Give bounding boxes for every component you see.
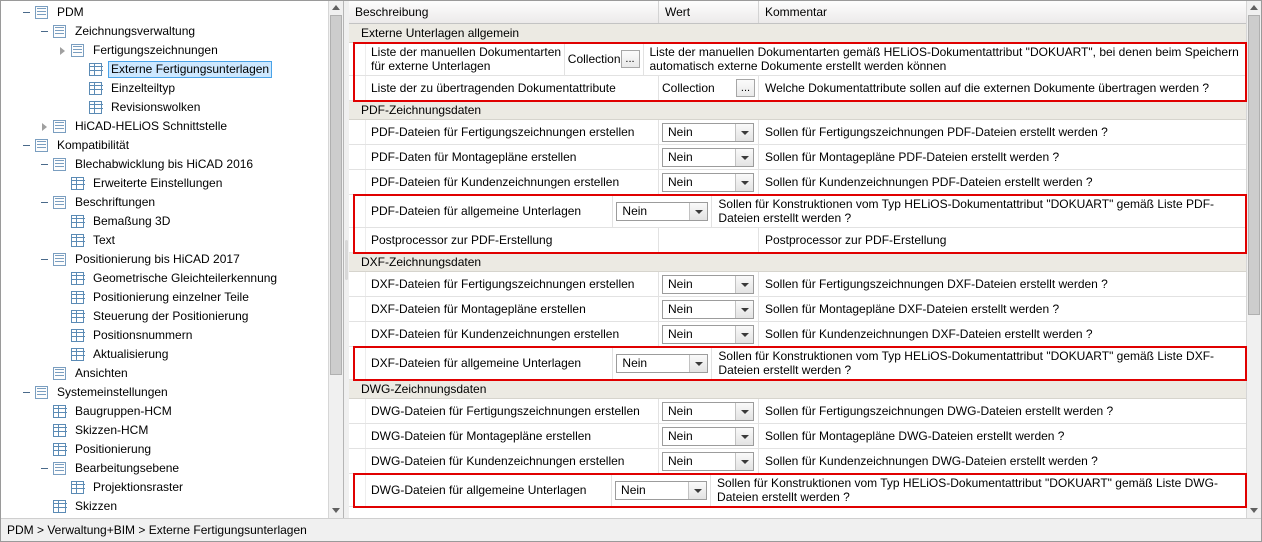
value-dropdown-text: Nein <box>621 483 646 497</box>
grid-cell-description <box>349 76 659 100</box>
value-dropdown-text: Nein <box>668 327 693 341</box>
row-gutter <box>349 399 366 423</box>
grid-scroll-down-icon[interactable] <box>1247 504 1261 518</box>
collection-value-text: Collection <box>662 81 715 95</box>
column-header-comment[interactable]: Kommentar <box>765 5 828 19</box>
chevron-down-icon[interactable] <box>735 428 753 445</box>
grid-cell-description <box>349 347 613 379</box>
grid-cell-comment <box>712 195 1247 227</box>
tree-expander-icon[interactable] <box>37 157 53 173</box>
value-dropdown-text: Nein <box>668 125 693 139</box>
tree-item[interactable] <box>1 136 329 155</box>
tree-spacer <box>55 480 71 496</box>
chevron-down-icon[interactable] <box>735 403 753 420</box>
row-gutter <box>349 120 366 144</box>
tree-scroll-up-icon[interactable] <box>329 1 343 15</box>
tree-item[interactable] <box>1 364 329 383</box>
window-body <box>1 1 1261 518</box>
grid-cell-value[interactable] <box>659 449 759 473</box>
tree-spacer <box>55 309 71 325</box>
value-dropdown-text: Nein <box>668 454 693 468</box>
tree-scrollbar-thumb[interactable] <box>330 15 342 375</box>
tree-expander-icon[interactable] <box>19 385 35 401</box>
grid-comment-text: Sollen für Kundenzeichnungen DXF-Dateien erstellt werden ? <box>765 327 1093 341</box>
grid-cell-value[interactable] <box>659 322 759 346</box>
grid-cell-description <box>349 43 565 75</box>
tree-item-label: Fertigungszeichnungen <box>93 43 218 57</box>
tree-spacer <box>73 62 89 78</box>
chevron-down-icon[interactable] <box>689 355 707 372</box>
grid-comment-text: Sollen für Fertigungszeichnungen DXF-Dateien erstellt werden ? <box>765 277 1108 291</box>
grid-cell-value[interactable] <box>659 297 759 321</box>
value-dropdown[interactable] <box>662 402 754 421</box>
tree-scroll-down-icon[interactable] <box>329 504 343 518</box>
tree-item[interactable] <box>1 3 329 22</box>
grid-comment-text: Sollen für Kundenzeichnungen DWG-Dateien erstellt werden ? <box>765 454 1098 468</box>
grid-cell-comment <box>759 424 1247 448</box>
grid-cell-description <box>349 322 659 346</box>
grid-cell-description <box>349 474 612 506</box>
sheet-icon <box>53 119 69 135</box>
grid-cell-value[interactable] <box>659 399 759 423</box>
tree-item[interactable] <box>1 155 329 174</box>
grid-row-label: DWG-Dateien für allgemeine Unterlagen <box>371 483 587 497</box>
grid-icon <box>71 347 87 363</box>
value-dropdown[interactable] <box>662 452 754 471</box>
tree-item-label: Revisionswolken <box>111 100 201 114</box>
sheet-icon <box>71 43 87 59</box>
tree-item[interactable] <box>1 383 329 402</box>
grid-comment-text: Sollen für Konstruktionen vom Typ HELiOS-Dokumentattribut "DOKUART" gemäß Liste PDF-Dateien erstellt werden ? <box>718 197 1215 225</box>
grid-row[interactable] <box>349 297 1247 322</box>
tree-item-label: Zeichnungsverwaltung <box>75 24 196 38</box>
tree-item[interactable] <box>1 288 329 307</box>
row-gutter <box>349 474 366 506</box>
grid-icon <box>89 81 105 97</box>
grid-section-title: DWG-Zeichnungsdaten <box>361 382 487 396</box>
grid-comment-text: Sollen für Montagepläne DXF-Dateien erstellt werden ? <box>765 302 1060 316</box>
row-gutter <box>349 272 366 296</box>
tree-item-label: Kompatibilität <box>57 138 130 152</box>
grid-icon <box>53 404 69 420</box>
grid-row[interactable] <box>349 43 1247 76</box>
tree-item-label: Steuerung der Positionierung <box>93 309 249 323</box>
tree-item[interactable] <box>1 269 329 288</box>
grid-row-label: Postprocessor zur PDF-Erstellung <box>371 233 553 247</box>
tree-item[interactable] <box>1 345 329 364</box>
grid-cell-value[interactable] <box>613 347 712 379</box>
sheet-icon <box>53 24 69 40</box>
collection-editor[interactable] <box>568 50 640 68</box>
grid-comment-text: Sollen für Montagepläne PDF-Dateien erstellt werden ? <box>765 150 1060 164</box>
tree-spacer <box>55 271 71 287</box>
chevron-down-icon[interactable] <box>735 149 753 166</box>
value-dropdown-text: Nein <box>668 404 693 418</box>
tree-expander-icon[interactable] <box>37 461 53 477</box>
grid-comment-text: Sollen für Fertigungszeichnungen PDF-Dateien erstellt werden ? <box>765 125 1108 139</box>
grid-row[interactable] <box>349 170 1247 195</box>
chevron-down-icon[interactable] <box>735 326 753 343</box>
grid-comment-text: Postprocessor zur PDF-Erstellung <box>765 233 947 247</box>
tree-item[interactable] <box>1 497 329 516</box>
grid-cell-description <box>349 297 659 321</box>
tree-item-label: Einzelteiltyp <box>111 81 176 95</box>
tree-item-label: Ansichten <box>75 366 128 380</box>
grid-cell-value[interactable] <box>565 43 644 75</box>
sheet-icon <box>35 5 51 21</box>
tree-item[interactable] <box>1 117 329 136</box>
grid-section-header[interactable] <box>349 101 1247 120</box>
grid-cell-value[interactable] <box>659 272 759 296</box>
grid-row-label: PDF-Dateien für Kundenzeichnungen erstellen <box>371 175 620 189</box>
tree-item-label: PDM <box>57 5 84 19</box>
collection-editor[interactable] <box>662 79 755 97</box>
grid-row-label: DXF-Dateien für Montagepläne erstellen <box>371 302 586 316</box>
tree-item-label: Baugruppen-HCM <box>75 404 172 418</box>
grid-icon <box>71 271 87 287</box>
chevron-down-icon[interactable] <box>735 174 753 191</box>
grid-cell-comment <box>759 272 1247 296</box>
grid-vertical-scrollbar[interactable] <box>1246 1 1261 518</box>
chevron-down-icon[interactable] <box>735 301 753 318</box>
grid-cell-value[interactable] <box>659 424 759 448</box>
grid-icon <box>71 309 87 325</box>
value-dropdown-text: Nein <box>668 175 693 189</box>
row-gutter <box>349 449 366 473</box>
grid-row[interactable] <box>349 145 1247 170</box>
grid-cell-comment <box>712 347 1247 379</box>
grid-icon <box>71 290 87 306</box>
grid-cell-description <box>349 449 659 473</box>
tree-item-label: Skizzen-HCM <box>75 423 149 437</box>
tree-item-label: Systemeinstellungen <box>57 385 168 399</box>
row-gutter <box>349 195 366 227</box>
tree-item[interactable] <box>1 326 329 345</box>
grid-section-header[interactable] <box>349 253 1247 272</box>
row-gutter <box>349 347 366 379</box>
sheet-icon <box>53 157 69 173</box>
tree-item-label: Positionsnummern <box>93 328 193 342</box>
grid-comment-text: Sollen für Konstruktionen vom Typ HELiOS-Dokumentattribut "DOKUART" gemäß Liste DWG-Dateien erstellt werden ? <box>717 476 1218 504</box>
chevron-down-icon[interactable] <box>735 124 753 141</box>
grid-icon <box>71 328 87 344</box>
tree-spacer <box>37 404 53 420</box>
property-grid-body <box>349 24 1247 507</box>
value-dropdown-text: Nein <box>668 150 693 164</box>
grid-cell-value[interactable] <box>612 474 711 506</box>
grid-cell-value[interactable] <box>659 170 759 194</box>
value-dropdown-text: Nein <box>668 429 693 443</box>
tree-expander-icon[interactable] <box>37 195 53 211</box>
grid-row[interactable] <box>349 195 1247 228</box>
tree-item-label: Erweiterte Einstellungen <box>93 176 223 190</box>
grid-comment-text: Sollen für Konstruktionen vom Typ HELiOS-Dokumentattribut "DOKUART" gemäß Liste DXF-Dateien erstellt werden ? <box>718 349 1215 377</box>
sheet-icon <box>35 138 51 154</box>
tree-spacer <box>37 499 53 515</box>
tree-item[interactable] <box>1 22 329 41</box>
value-dropdown[interactable] <box>662 325 754 344</box>
grid-row[interactable] <box>349 399 1247 424</box>
tree-vertical-scrollbar[interactable] <box>328 1 343 518</box>
tree-item-label: Externe Fertigungsunterlagen <box>108 61 272 78</box>
property-grid-panel <box>349 1 1261 518</box>
grid-cell-description <box>349 228 659 252</box>
grid-row-label: DWG-Dateien für Fertigungszeichnungen erstellen <box>371 404 640 418</box>
tree-item-label: Text <box>93 233 116 247</box>
tree-item[interactable] <box>1 174 329 193</box>
row-gutter <box>349 145 366 169</box>
tree-item[interactable] <box>1 193 329 212</box>
row-gutter <box>349 43 366 75</box>
value-dropdown[interactable] <box>616 354 708 373</box>
grid-comment-text: Liste der manuellen Dokumentarten gemäß HELiOS-Dokumentattribut "DOKUART", bei denen beim Speichern automatisch externe Dokumente erstellt werden können <box>649 45 1239 73</box>
tree-item-label: Skizzen <box>75 499 118 513</box>
row-gutter <box>349 170 366 194</box>
grid-row[interactable] <box>349 120 1247 145</box>
tree-spacer <box>55 290 71 306</box>
value-dropdown[interactable] <box>662 123 754 142</box>
tree-spacer <box>73 81 89 97</box>
grid-row-label: DWG-Dateien für Montagepläne erstellen <box>371 429 592 443</box>
chevron-down-icon[interactable] <box>735 276 753 293</box>
tree-expander-icon[interactable] <box>19 138 35 154</box>
tree-item-label: Beschriftungen <box>75 195 156 209</box>
grid-icon <box>71 233 87 249</box>
grid-row[interactable] <box>349 272 1247 297</box>
tree-item[interactable] <box>1 41 329 60</box>
row-gutter <box>349 297 366 321</box>
tree-expander-icon[interactable] <box>37 119 53 135</box>
grid-cell-description <box>349 399 659 423</box>
grid-section-header[interactable] <box>349 380 1247 399</box>
grid-row[interactable] <box>349 449 1247 474</box>
tree-item-label: HiCAD-HELiOS Schnittstelle <box>75 119 228 133</box>
status-bar <box>1 518 1261 541</box>
tree-expander-icon[interactable] <box>19 5 35 21</box>
value-dropdown[interactable] <box>662 148 754 167</box>
tree-item-label: Positionierung einzelner Teile <box>93 290 249 304</box>
value-dropdown-text: Nein <box>622 356 648 370</box>
grid-row[interactable] <box>349 347 1247 380</box>
column-header-value[interactable]: Wert <box>659 1 759 23</box>
property-grid <box>349 1 1247 518</box>
grid-cell-value[interactable] <box>659 120 759 144</box>
grid-cell-description <box>349 272 659 296</box>
grid-row[interactable] <box>349 76 1247 101</box>
grid-cell-comment <box>759 76 1247 100</box>
grid-row[interactable] <box>349 474 1247 507</box>
tree-spacer <box>37 366 53 382</box>
value-dropdown-text: Nein <box>668 277 693 291</box>
sheet-icon <box>53 252 69 268</box>
tree-spacer <box>55 176 71 192</box>
grid-cell-value[interactable] <box>613 195 712 227</box>
grid-section-header[interactable] <box>349 24 1247 43</box>
grid-cell-comment <box>759 170 1247 194</box>
property-grid-header <box>349 1 1247 24</box>
tree-item-label: Projektionsraster <box>93 480 184 494</box>
grid-comment-text: Sollen für Kundenzeichnungen PDF-Dateien erstellt werden ? <box>765 175 1093 189</box>
tree-item[interactable] <box>1 402 329 421</box>
value-dropdown[interactable] <box>616 202 708 221</box>
grid-row-label: PDF-Dateien für Fertigungszeichnungen erstellen <box>371 125 635 139</box>
value-dropdown[interactable] <box>662 173 754 192</box>
grid-row-label: Liste der zu übertragenden Dokumentattribute <box>371 81 616 95</box>
open-collection-editor-button[interactable]: ... <box>621 50 640 68</box>
sheet-icon <box>53 195 69 211</box>
grid-cell-description <box>349 424 659 448</box>
tree-item[interactable] <box>1 60 329 79</box>
column-header-description[interactable]: Beschreibung <box>349 1 659 23</box>
tree-item[interactable] <box>1 79 329 98</box>
grid-row-label: DXF-Dateien für allgemeine Unterlagen <box>371 356 582 370</box>
grid-cell-description <box>349 195 613 227</box>
value-dropdown[interactable] <box>662 275 754 294</box>
grid-row-label: DXF-Dateien für Kundenzeichnungen erstellen <box>371 327 620 341</box>
grid-comment-text: Sollen für Montagepläne DWG-Dateien erstellt werden ? <box>765 429 1065 443</box>
grid-cell-comment <box>759 399 1247 423</box>
grid-section-title: PDF-Zeichnungsdaten <box>361 103 482 117</box>
tree-item-label: Positionierung <box>75 442 152 456</box>
row-gutter <box>349 76 366 100</box>
sheet-icon <box>53 366 69 382</box>
tree-item[interactable] <box>1 98 329 117</box>
grid-icon <box>71 214 87 230</box>
tree-item[interactable] <box>1 307 329 326</box>
tree-item[interactable] <box>1 459 329 478</box>
grid-row-label: DWG-Dateien für Kundenzeichnungen erstellen <box>371 454 625 468</box>
grid-icon <box>71 176 87 192</box>
open-collection-editor-button[interactable]: ... <box>736 79 755 97</box>
value-dropdown-text: Nein <box>668 302 693 316</box>
chevron-down-icon[interactable] <box>735 453 753 470</box>
chevron-down-icon[interactable] <box>689 203 707 220</box>
grid-cell-comment <box>711 474 1247 506</box>
value-dropdown[interactable] <box>662 300 754 319</box>
tree-item[interactable] <box>1 212 329 231</box>
chevron-down-icon[interactable] <box>688 482 706 499</box>
grid-row-label: DXF-Dateien für Fertigungszeichnungen erstellen <box>371 277 635 291</box>
grid-cell-description <box>349 120 659 144</box>
tree-expander-icon[interactable] <box>37 24 53 40</box>
grid-row[interactable] <box>349 228 1247 253</box>
settings-tree-panel <box>1 1 344 518</box>
grid-row-label: PDF-Dateien für allgemeine Unterlagen <box>371 204 582 218</box>
tree-spacer <box>37 442 53 458</box>
grid-row-label: PDF-Daten für Montagepläne erstellen <box>371 150 577 164</box>
grid-comment-text: Welche Dokumentattribute sollen auf die externen Dokumente übertragen werden ? <box>765 81 1210 95</box>
grid-icon <box>53 442 69 458</box>
tree-expander-icon[interactable] <box>37 252 53 268</box>
grid-row[interactable] <box>349 322 1247 347</box>
grid-scrollbar-thumb[interactable] <box>1248 15 1260 315</box>
grid-scroll-up-icon[interactable] <box>1247 1 1261 15</box>
value-dropdown[interactable] <box>662 427 754 446</box>
row-gutter <box>349 424 366 448</box>
grid-cell-comment <box>759 145 1247 169</box>
grid-icon <box>53 499 69 515</box>
tree-item[interactable] <box>1 440 329 459</box>
grid-cell-value[interactable] <box>659 145 759 169</box>
tree-spacer <box>55 347 71 363</box>
tree-spacer <box>37 423 53 439</box>
grid-cell-comment <box>759 297 1247 321</box>
tree-item-label: Geometrische Gleichteilerkennung <box>93 271 278 285</box>
tree-spacer <box>55 233 71 249</box>
grid-cell-description <box>349 170 659 194</box>
sheet-icon <box>35 385 51 401</box>
breadcrumb: PDM > Verwaltung+BIM > Externe Fertigungsunterlagen <box>7 523 307 537</box>
grid-section-title: DXF-Zeichnungsdaten <box>361 255 482 269</box>
grid-icon <box>89 62 105 78</box>
grid-comment-text: Sollen für Fertigungszeichnungen DWG-Dateien erstellt werden ? <box>765 404 1114 418</box>
row-gutter <box>349 322 366 346</box>
tree-spacer <box>73 100 89 116</box>
tree-spacer <box>55 328 71 344</box>
tree-expander-icon[interactable] <box>55 43 71 59</box>
tree-item[interactable] <box>1 421 329 440</box>
tree-item[interactable] <box>1 478 329 497</box>
tree-item-label: Bearbeitungsebene <box>75 461 180 475</box>
grid-row-label: Liste der manuellen Dokumentarten für externe Unterlagen <box>371 45 562 73</box>
grid-cell-comment <box>644 43 1248 75</box>
grid-icon <box>71 480 87 496</box>
grid-icon <box>53 423 69 439</box>
tree-item[interactable] <box>1 231 329 250</box>
grid-cell-value[interactable] <box>659 228 759 252</box>
tree-item[interactable] <box>1 250 329 269</box>
collection-value-text: Collection <box>567 52 621 66</box>
grid-cell-comment <box>759 228 1247 252</box>
grid-cell-comment <box>759 449 1247 473</box>
grid-cell-comment <box>759 120 1247 144</box>
value-dropdown-text: Nein <box>622 204 648 218</box>
grid-icon <box>89 100 105 116</box>
tree-item-label: Blechabwicklung bis HiCAD 2016 <box>75 157 254 171</box>
settings-tree[interactable] <box>1 1 329 518</box>
tree-spacer <box>55 214 71 230</box>
grid-cell-description <box>349 145 659 169</box>
tree-item-label: Bemaßung 3D <box>93 214 171 228</box>
tree-item-label: Aktualisierung <box>93 347 169 361</box>
grid-row[interactable] <box>349 424 1247 449</box>
grid-section-title: Externe Unterlagen allgemein <box>361 26 520 40</box>
tree-item-label: Positionierung bis HiCAD 2017 <box>75 252 240 266</box>
grid-cell-value[interactable] <box>659 76 759 100</box>
grid-cell-comment <box>759 322 1247 346</box>
row-gutter <box>349 228 366 252</box>
sheet-icon <box>53 461 69 477</box>
value-dropdown[interactable] <box>615 481 707 500</box>
